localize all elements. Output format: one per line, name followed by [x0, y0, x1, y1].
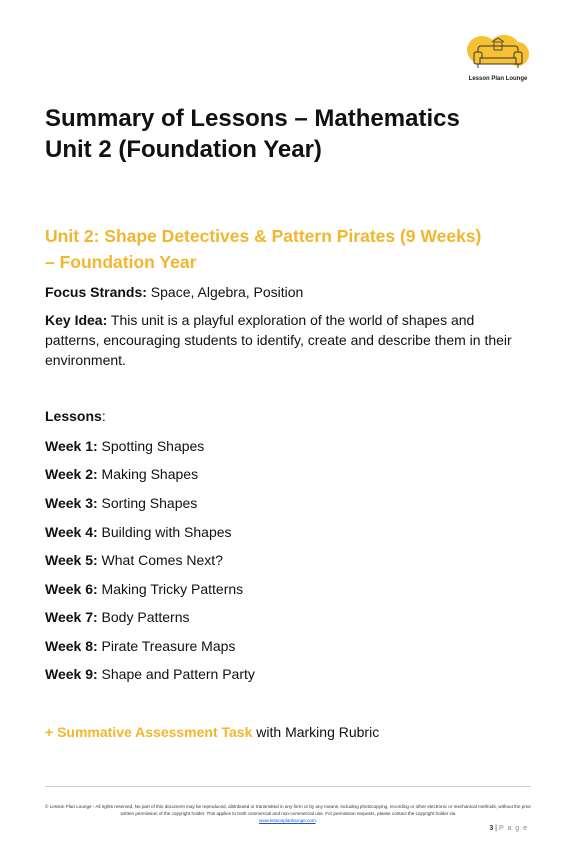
- week-item: [45, 579, 243, 599]
- footer-copyright-text: © Lesson Plan Lounge - All rights reserved. No part of this document may be reproduced, distributed or transmitted in any form or by any means, including photocopying, recording or other electronic or mechanical methods, without the prior written permission of the copyright holder. This applies to both commercial and non-commercial use. For permission requests, please contact the copyright holder via: [45, 804, 531, 816]
- footer-website-link[interactable]: www.lessonplanlounge.com: [259, 818, 316, 823]
- week-title: Sorting Shapes: [97, 495, 198, 511]
- week-item: [45, 464, 198, 484]
- week-item: [45, 522, 232, 542]
- week-item: [45, 607, 190, 627]
- unit-heading-line2: – Foundation Year: [45, 252, 197, 272]
- logo: [466, 34, 530, 86]
- week-title: Body Patterns: [97, 609, 190, 625]
- week-title: Making Tricky Patterns: [97, 581, 244, 597]
- unit-heading: [45, 223, 535, 275]
- week-label: Week 4:: [45, 524, 98, 540]
- page-number-word: P a g e: [498, 825, 528, 832]
- week-label: Week 6:: [45, 581, 98, 597]
- week-title: Building with Shapes: [97, 524, 232, 540]
- footer-divider: [45, 786, 531, 787]
- week-label: Week 3:: [45, 495, 98, 511]
- lessons-label-text: Lessons: [45, 408, 102, 424]
- logo-text: Lesson Plan Lounge: [468, 76, 528, 82]
- key-idea-value: This unit is a playful exploration of the world of shapes and patterns, encouraging students to identify, create and describe them in their environment.: [45, 312, 512, 368]
- week-item: [45, 436, 204, 456]
- week-title: What Comes Next?: [97, 552, 223, 568]
- page-title: [45, 103, 525, 165]
- week-item: [45, 664, 255, 684]
- summative-assessment-highlight: + Summative Assessment Task: [45, 724, 253, 740]
- week-label: Week 8:: [45, 638, 98, 654]
- week-item: [45, 493, 197, 513]
- page-title-line2: Unit 2 (Foundation Year): [45, 136, 322, 163]
- week-item: [45, 636, 235, 656]
- footer-link-suffix: .: [315, 818, 317, 823]
- page-number: [489, 825, 528, 832]
- lessons-label-suffix: :: [101, 408, 106, 424]
- summative-assessment: [45, 722, 379, 742]
- focus-strands-value: Space, Algebra, Position: [146, 284, 304, 300]
- week-label: Week 7:: [45, 609, 98, 625]
- week-label: Week 2:: [45, 466, 98, 482]
- page-number-value: 3: [489, 825, 494, 832]
- lessons-label: [45, 408, 106, 424]
- page-number-separator: |: [493, 825, 499, 832]
- lounge-sofa-logo-icon: [466, 34, 530, 76]
- page-title-line1: Summary of Lessons – Mathematics: [45, 105, 460, 132]
- footer-copyright: [45, 803, 531, 824]
- focus-strands: [45, 282, 525, 302]
- key-idea: [45, 310, 525, 370]
- week-label: Week 5:: [45, 552, 98, 568]
- week-title: Shape and Pattern Party: [97, 666, 255, 682]
- summative-assessment-rest: with Marking Rubric: [252, 724, 380, 740]
- week-title: Spotting Shapes: [97, 438, 205, 454]
- key-idea-label: Key Idea:: [45, 312, 108, 328]
- focus-strands-label: Focus Strands:: [45, 284, 147, 300]
- week-title: Pirate Treasure Maps: [97, 638, 236, 654]
- week-title: Making Shapes: [97, 466, 199, 482]
- unit-heading-line1: Unit 2: Shape Detectives & Pattern Pirates (9 Weeks): [45, 226, 482, 246]
- week-item: [45, 550, 223, 570]
- week-label: Week 1:: [45, 438, 98, 454]
- week-label: Week 9:: [45, 666, 98, 682]
